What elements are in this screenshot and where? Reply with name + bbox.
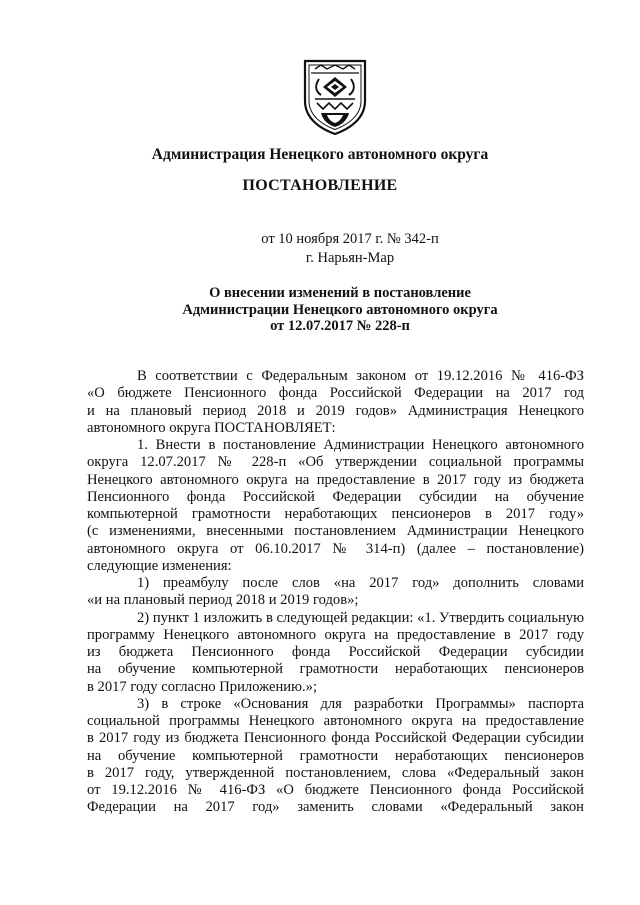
body-line: Ненецкого автономного округа на предоставление в 2017 году из бюджета (87, 471, 584, 488)
document-subject (20, 285, 640, 335)
body-line: 1. Внести в постановление Администрации Ненецкого автономного (137, 437, 584, 453)
body-line: Пенсионного фонда Российской Федерации субсидии на обучение (87, 488, 584, 505)
body-line: В соответствии с Федеральным законом от 19.12.2016 № 416-ФЗ (137, 368, 584, 384)
place: г. Нарьян-Мар (305, 250, 395, 266)
body-line: округа 12.07.2017 № 228-п «Об утверждении социальной программы (87, 454, 584, 471)
body-line: Федерации на 2017 год» заменить словами «Федеральный закон (87, 799, 584, 816)
body-line: на обучение компьютерной грамотности неработающих пенсионеров (87, 747, 584, 764)
body-line: программу Ненецкого автономного округа на предоставление в 2017 году (87, 626, 584, 643)
body-line: на обучение компьютерной грамотности неработающих пенсионеров (87, 661, 584, 678)
body-line: в 2017 году, утвержденной постановлением, слова «Федеральный закон (87, 764, 584, 781)
body-line: и на плановый период 2018 и 2019 годов» Администрация Ненецкого (87, 402, 584, 419)
body-line: 3) в строке «Основания для разработки Программы» паспорта (137, 695, 584, 712)
date-and-number: от 10 ноября 2017 г. № 342-п (261, 231, 439, 247)
body-line: автономного округа ПОСТАНОВЛЯЕТ: (87, 419, 336, 436)
body-line: компьютерной грамотности неработающих пенсионеров в 2017 году» (87, 506, 584, 522)
body-line: «и на плановый период 2018 и 2019 годов»; (87, 592, 359, 609)
body-line: социальной программы Ненецкого автономного округа на предоставление (87, 713, 584, 729)
body-line: (с изменениями, внесенными постановлением Администрации Ненецкого (87, 523, 584, 540)
organization-name: Администрация Ненецкого автономного округа (151, 146, 489, 163)
body-line: «О бюджете Пенсионного фонда Российской Федерации на 2017 год (87, 385, 584, 402)
body-line: следующие изменения: (87, 557, 232, 574)
subject-line: Администрации Ненецкого автономного округа (182, 301, 498, 318)
body-line: 2) пункт 1 изложить в следующей редакции: «1. Утвердить социальную (137, 609, 584, 626)
body-line: в 2017 году из бюджета Пенсионного фонда Российской Федерации субсидии (87, 730, 584, 747)
subject-line: от 12.07.2017 № 228-п (270, 318, 410, 334)
subject-line: О внесении изменений в постановление (209, 285, 471, 301)
coat-of-arms-icon (301, 55, 369, 137)
body-line: в 2017 году согласно Приложению.»; (87, 678, 318, 695)
document-body (87, 368, 584, 817)
body-line: 1) преамбулу после слов «на 2017 год» дополнить словами (137, 575, 584, 591)
body-line: автономного округа от 06.10.2017 № 314-п) (далее – постановление) (87, 540, 584, 557)
document-type: ПОСТАНОВЛЕНИЕ (242, 177, 398, 194)
body-line: от 19.12.2016 № 416-ФЗ «О бюджете Пенсионного фонда Российской (87, 782, 584, 798)
body-line: из бюджета Пенсионного фонда Российской Федерации субсидии (87, 644, 584, 660)
